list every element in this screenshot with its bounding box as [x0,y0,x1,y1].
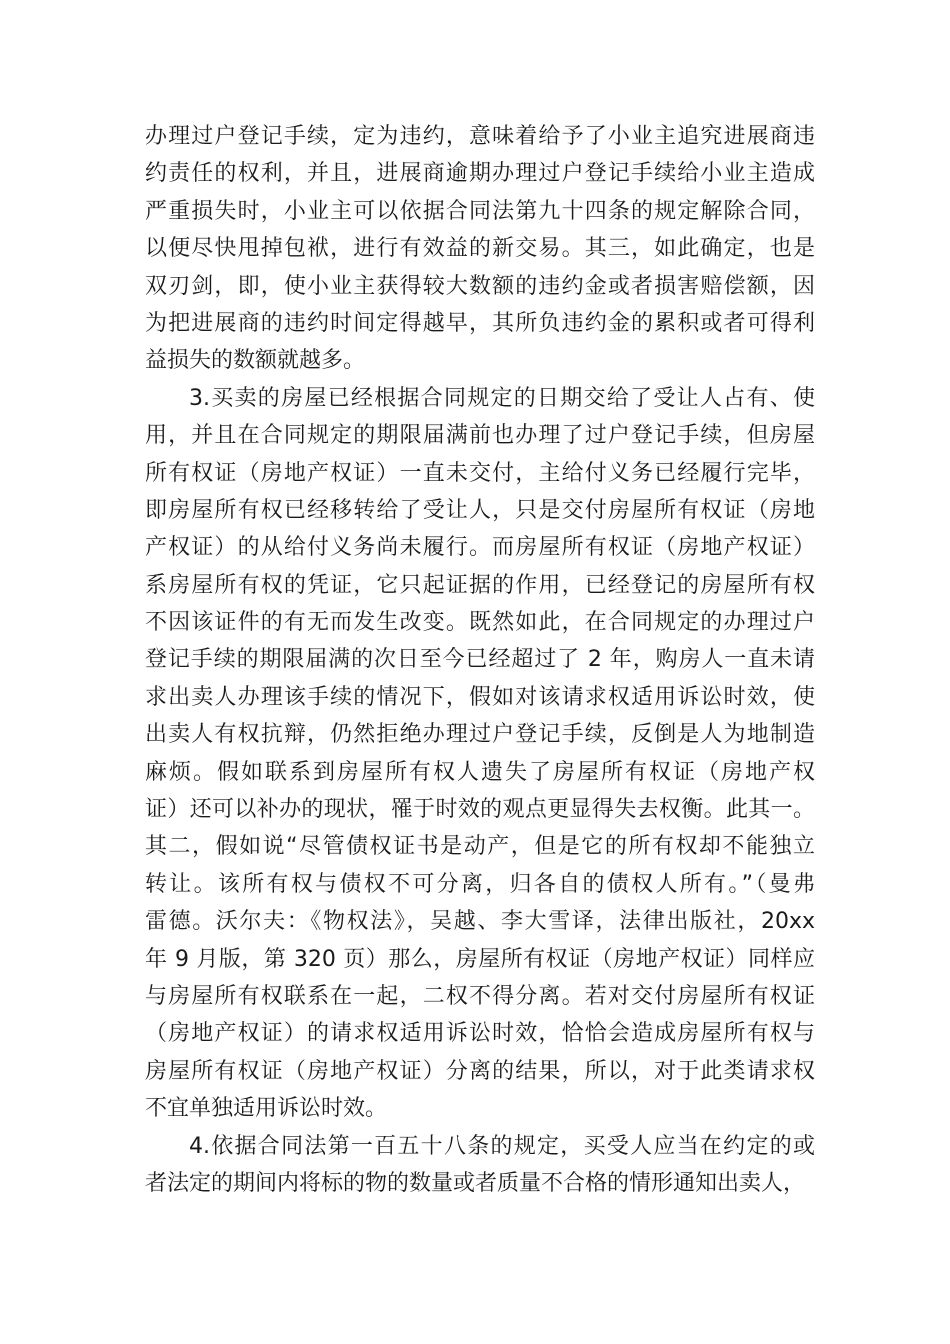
text-line: 为把进展商的违约时间定得越早，其所负违约金的累积或者可得利 [145,310,815,336]
text-line: 严重损失时，小业主可以依据合同法第九十四条的规定解除合同， [145,198,815,224]
paragraph [145,1128,815,1203]
text-line: 不宜单独适用诉讼时效。 [145,1096,388,1122]
text-line: 者法定的期间内将标的物的数量或者质量不合格的情形通知出卖人， [145,1170,806,1196]
text-line: 系房屋所有权的凭证，它只起证据的作用，已经登记的房屋所有权 [145,572,815,598]
text-line: 转让。该所有权与债权不可分离，归各自的债权人所有。”（曼弗 [145,871,815,897]
text-line: 房屋所有权证（房地产权证）分离的结果，所以，对于此类请求权 [145,1058,815,1084]
text-line: 出卖人有权抗辩，仍然拒绝办理过户登记手续，反倒是人为地制造 [145,722,815,748]
document-body [145,118,815,1202]
text-line: 以便尽快甩掉包袱，进行有效益的新交易。其三，如此确定，也是 [145,236,815,262]
text-line: 雷德。沃尔夫：《物权法》，吴越、李大雪译，法律出版社，20xx [145,909,815,935]
text-line: 即房屋所有权已经移转给了受让人，只是交付房屋所有权证（房地 [145,497,815,523]
text-line: 产权证）的从给付义务尚未履行。而房屋所有权证（房地产权证） [145,535,815,561]
paragraph [145,380,815,1128]
text-line: 证）还可以补办的现状，罹于时效的观点更显得失去权衡。此其一。 [145,797,815,823]
text-line: 与房屋所有权联系在一起，二权不得分离。若对交付房屋所有权证 [145,983,815,1009]
text-line: 3.买卖的房屋已经根据合同规定的日期交给了受让人占有、使 [189,385,815,411]
text-line: 麻烦。假如联系到房屋所有权人遗失了房屋所有权证（房地产权 [145,759,815,785]
paragraph [145,118,815,380]
text-line: 用，并且在合同规定的期限届满前也办理了过户登记手续，但房屋 [145,423,815,449]
text-line: 年 9 月版，第 320 页）那么，房屋所有权证（房地产权证）同样应 [145,946,815,972]
text-line: 双刃剑，即，使小业主获得较大数额的违约金或者损害赔偿额，因 [145,273,815,299]
text-line: 4.依据合同法第一百五十八条的规定，买受人应当在约定的或 [189,1133,815,1159]
text-line: 益损失的数额就越多。 [145,348,366,374]
text-line: 办理过户登记手续，定为违约，意味着给予了小业主追究进展商违 [145,124,815,149]
text-line: 其二，假如说“尽管债权证书是动产，但是它的所有权却不能独立 [145,834,815,860]
text-line: 不因该证件的有无而发生改变。既然如此，在合同规定的办理过户 [145,610,815,636]
text-line: 登记手续的期限届满的次日至今已经超过了 2 年，购房人一直未请 [145,647,815,673]
text-line: 约责任的权利，并且，进展商逾期办理过户登记手续给小业主造成 [145,161,815,187]
text-line: 求出卖人办理该手续的情况下，假如对该请求权适用诉讼时效，使 [145,684,815,710]
text-line: 所有权证（房地产权证）一直未交付，主给付义务已经履行完毕， [145,460,815,486]
text-line: （房地产权证）的请求权适用诉讼时效，恰恰会造成房屋所有权与 [145,1021,815,1047]
